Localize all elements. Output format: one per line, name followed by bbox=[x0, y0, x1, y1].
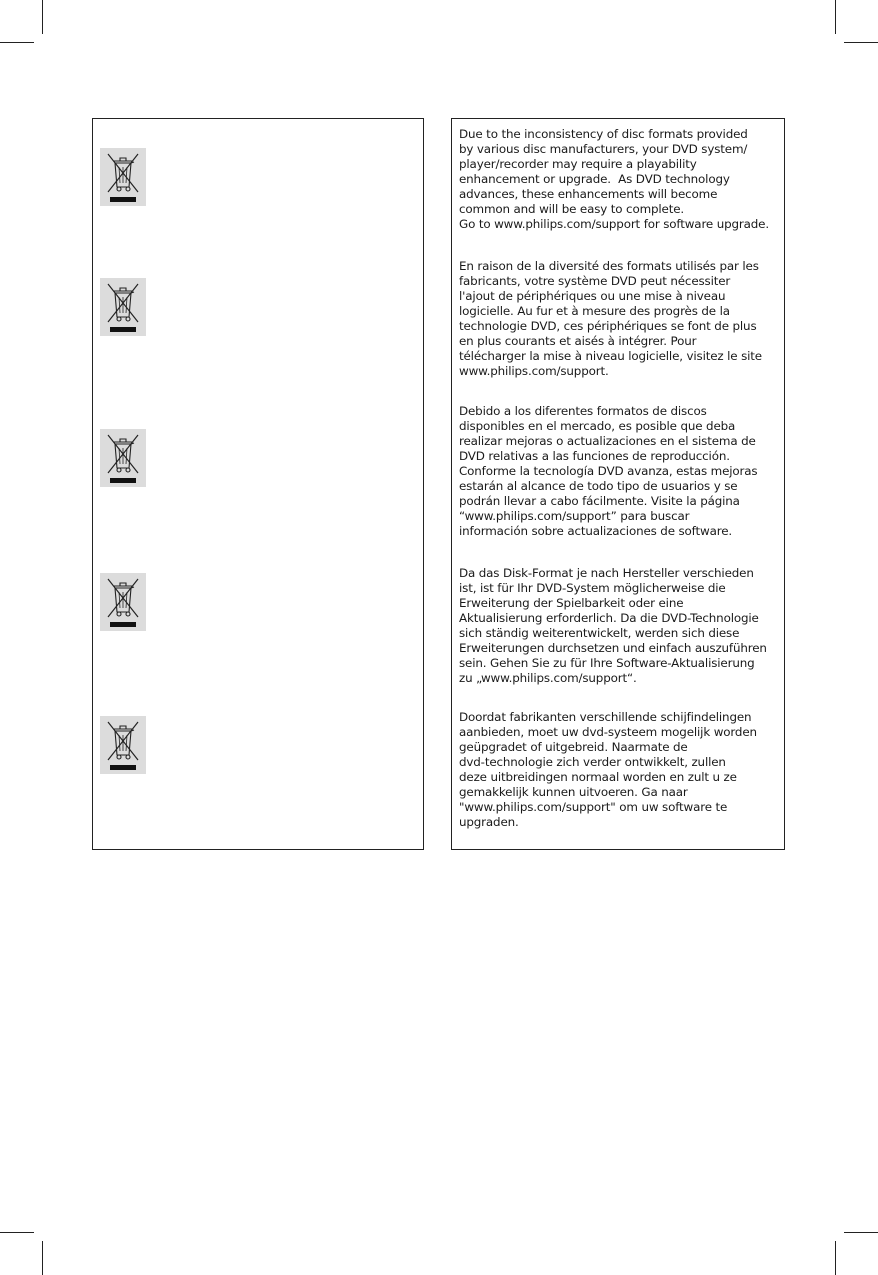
notice-line: ist, ist für Ihr DVD-System möglicherweise die bbox=[459, 581, 726, 596]
notice-line: common and will be easy to complete. bbox=[459, 202, 685, 217]
notice-line: información sobre actualizaciones de software. bbox=[459, 524, 732, 539]
notice-line: Erweiterung der Spielbarkeit oder eine bbox=[459, 596, 684, 611]
notice-line: DVD relativas a las funciones de reproducción. bbox=[459, 449, 730, 464]
notice-line: l'ajout de périphériques ou une mise à niveau bbox=[459, 289, 726, 304]
crop-mark bbox=[844, 1232, 878, 1233]
notice-line: télécharger la mise à niveau logicielle, visitez le site bbox=[459, 349, 762, 364]
notice-spanish bbox=[459, 404, 757, 539]
notice-line: Debido a los diferentes formatos de discos bbox=[459, 404, 707, 418]
crossed-out-wheelie-bin-icon bbox=[100, 573, 146, 631]
crossed-out-wheelie-bin-icon bbox=[100, 716, 146, 774]
notice-line: player/recorder may require a playability bbox=[459, 157, 697, 172]
notice-line: Go to www.philips.com/support for software upgrade. bbox=[459, 217, 769, 232]
crossed-out-wheelie-bin-icon bbox=[100, 278, 146, 336]
notice-french bbox=[459, 259, 762, 379]
notice-line: deze uitbreidingen normaal worden en zult u ze bbox=[459, 770, 737, 785]
crop-mark bbox=[42, 1241, 43, 1275]
notice-line: estarán al alcance de todo tipo de usuarios y se bbox=[459, 479, 738, 494]
notice-line: upgraden. bbox=[459, 815, 519, 830]
notice-line: “www.philips.com/support” para buscar bbox=[459, 509, 690, 524]
crop-mark bbox=[42, 0, 43, 34]
notice-line: geüpgradet of uitgebreid. Naarmate de bbox=[459, 740, 688, 755]
notice-german bbox=[459, 566, 767, 686]
notice-line: by various disc manufacturers, your DVD system/ bbox=[459, 142, 748, 157]
notice-line: sich ständig weiterentwickelt, werden sich diese bbox=[459, 626, 740, 641]
notice-line: Doordat fabrikanten verschillende schijfindelingen bbox=[459, 710, 752, 724]
notice-line: Due to the inconsistency of disc formats provided bbox=[459, 127, 748, 141]
notice-line: Erweiterungen durchsetzen und einfach auszuführen bbox=[459, 641, 767, 656]
notice-line: aanbieden, moet uw dvd-systeem mogelijk worden bbox=[459, 725, 757, 740]
notice-line: realizar mejoras o actualizaciones en el sistema de bbox=[459, 434, 756, 449]
notice-line: podrán llevar a cabo fácilmente. Visite la página bbox=[459, 494, 740, 509]
notice-line: gemakkelijk kunnen uitvoeren. Ga naar bbox=[459, 785, 688, 800]
crop-mark bbox=[835, 1241, 836, 1275]
crossed-out-wheelie-bin-icon bbox=[100, 148, 146, 206]
weee-icon-panel bbox=[92, 118, 424, 850]
notice-line: dvd-technologie zich verder ontwikkelt, zullen bbox=[459, 755, 726, 770]
notice-line: sein. Gehen Sie zu für Ihre Software-Aktualisierung bbox=[459, 656, 755, 671]
crop-mark bbox=[0, 1232, 34, 1233]
notice-line: logicielle. Au fur et à mesure des progrès de la bbox=[459, 304, 730, 319]
notice-line: Aktualisierung erforderlich. Da die DVD-Technologie bbox=[459, 611, 759, 626]
notice-dutch bbox=[459, 710, 757, 830]
notice-line: Da das Disk-Format je nach Hersteller verschieden bbox=[459, 566, 754, 580]
crop-mark bbox=[0, 42, 34, 43]
notice-line: en plus courants et aisés à intégrer. Pour bbox=[459, 334, 697, 349]
crop-mark bbox=[835, 0, 836, 34]
notice-line: En raison de la diversité des formats utilisés par les bbox=[459, 259, 759, 273]
notice-line: enhancement or upgrade. As DVD technology bbox=[459, 172, 730, 187]
notice-english bbox=[459, 127, 769, 232]
notice-line: zu „www.philips.com/support“. bbox=[459, 671, 637, 686]
notice-line: advances, these enhancements will become bbox=[459, 187, 718, 202]
notice-line: technologie DVD, ces périphériques se font de plus bbox=[459, 319, 757, 334]
notice-line: "www.philips.com/support" om uw software te bbox=[459, 800, 728, 815]
notice-line: Conforme la tecnología DVD avanza, estas mejoras bbox=[459, 464, 758, 479]
crop-mark bbox=[844, 42, 878, 43]
notice-line: fabricants, votre système DVD peut nécessiter bbox=[459, 274, 731, 289]
software-upgrade-notice-panel bbox=[451, 118, 785, 850]
notice-line: www.philips.com/support. bbox=[459, 364, 609, 379]
notice-line: disponibles en el mercado, es posible que deba bbox=[459, 419, 736, 434]
crossed-out-wheelie-bin-icon bbox=[100, 429, 146, 487]
